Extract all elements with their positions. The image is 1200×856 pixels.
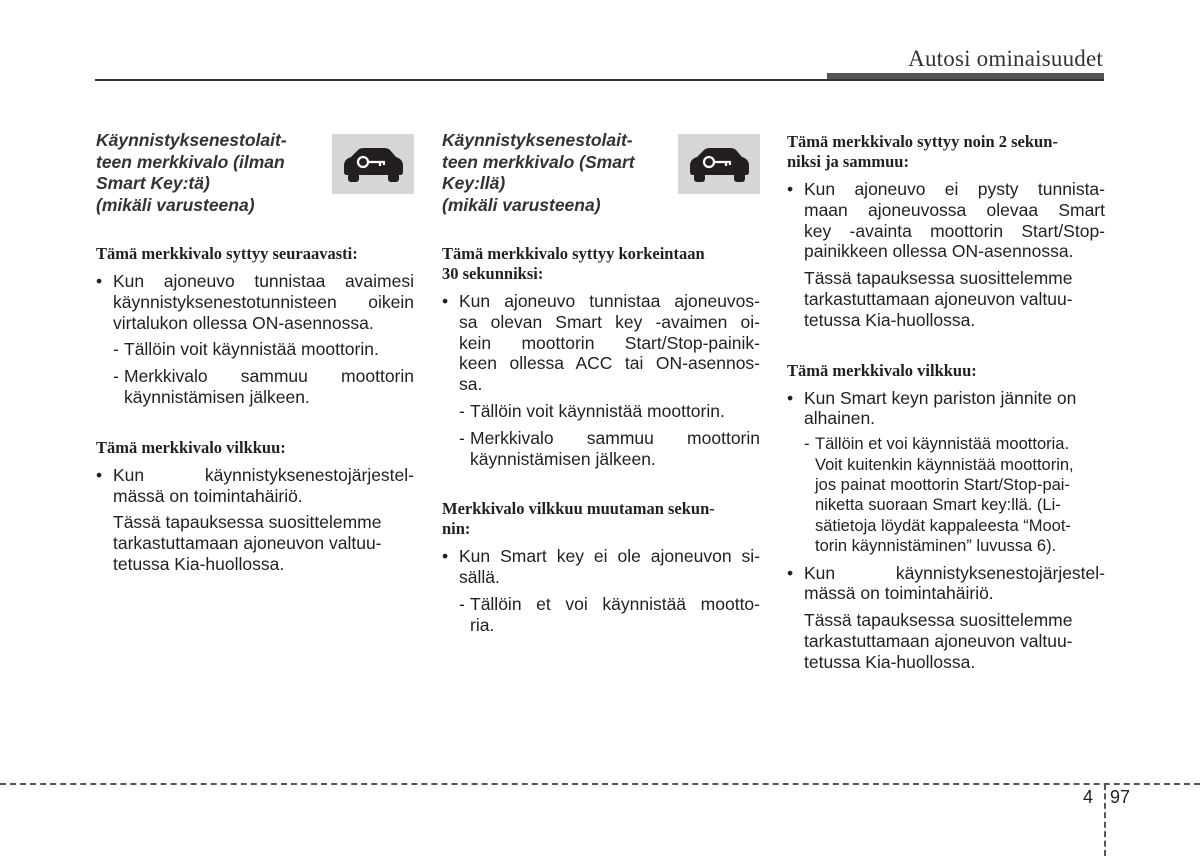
subheading-lights-up: Tämä merkkivalo syttyy seuraavasti: xyxy=(96,244,358,263)
section-title: Käynnistyksenestolait- teen merkkivalo (ilman Smart Key:tä) (mikäli varusteena) xyxy=(96,130,287,215)
subheading-blinks: Tämä merkkivalo vilkkuu: xyxy=(787,360,977,380)
bullet-item: • Kun Smart keyn pariston jännite on alhainen. xyxy=(787,388,1105,430)
bullet-item: • Kun käynnistyksenestojärjestel- mässä on toimintahäiriö. xyxy=(96,465,414,507)
column-continued xyxy=(787,128,1105,673)
bullet-item: • Kun Smart key ei ole ajoneuvon si- sällä. xyxy=(442,546,760,588)
paragraph: Tässä tapauksessa suosittelemme tarkastuttamaan ajoneuvon valtuu- tetussa Kia-huollossa. xyxy=(804,268,1073,330)
car-key-icon xyxy=(332,134,414,194)
bullet-item: • Kun käynnistyksenestojärjestel- mässä on toimintahäiriö. xyxy=(787,563,1105,605)
subheading-blinks: Tämä merkkivalo vilkkuu: xyxy=(96,437,286,457)
subheading-lights-up: Tämä merkkivalo syttyy korkeintaan 30 sekunniksi: xyxy=(442,244,705,283)
dash-item: - Tällöin et voi käynnistää moottoria. Voit kuitenkin käynnistää moottorin, jos painat moottorin Start/Stop-pai- niketta suoraan Smart key:llä. (Li- sätietoja löydät kappaleesta “Moot- torin käynnistäminen” luvussa 6). xyxy=(787,434,1105,556)
paragraph: Tässä tapauksessa suosittelemme tarkastuttamaan ajoneuvon valtuu- tetussa Kia-huollossa. xyxy=(113,512,382,574)
dash-item: - Merkkivalo sammuu moottorin käynnistämisen jälkeen. xyxy=(96,366,414,408)
header-title: Autosi ominaisuudet xyxy=(908,46,1103,71)
chapter-number: 4 xyxy=(1083,787,1094,807)
subheading-lights-2-seconds: Tämä merkkivalo syttyy noin 2 sekun- niksi ja sammuu: xyxy=(787,132,1058,171)
dash-item: - Tällöin voit käynnistää moottorin. xyxy=(96,339,414,360)
header-rule xyxy=(95,79,1104,81)
bullet-item: • Kun ajoneuvo tunnistaa ajoneuvos- sa olevan Smart key -avaimen oi- kein moottorin Start/Stop-painik- keen ollessa ACC tai ON-asennos- sa. xyxy=(442,291,760,395)
bullet-item: • Kun ajoneuvo ei pysty tunnista- maan ajoneuvossa olevaa Smart key -avainta moottorin Start/Stop- painikkeen ollessa ON-asennossa. xyxy=(787,179,1105,262)
column-immobilizer-smart-key xyxy=(442,128,760,636)
paragraph: Tässä tapauksessa suosittelemme tarkastuttamaan ajoneuvon valtuu- tetussa Kia-huollossa. xyxy=(804,610,1073,672)
dash-item: - Merkkivalo sammuu moottorin käynnistämisen jälkeen. xyxy=(442,428,760,470)
car-key-icon xyxy=(678,134,760,194)
page-number: 97 xyxy=(1110,787,1131,807)
footer-divider xyxy=(1104,784,1106,856)
bullet-item: • Kun ajoneuvo tunnistaa avaimesi käynnistyksenestotunnisteen oikein virtalukon ollessa ON-asennossa. xyxy=(96,271,414,333)
subheading-blinks-seconds: Merkkivalo vilkkuu muutaman sekun- nin: xyxy=(442,499,715,539)
dash-item: - Tällöin voit käynnistää moottorin. xyxy=(442,401,760,422)
section-title: Käynnistyksenestolait- teen merkkivalo (Smart Key:llä) (mikäli varusteena) xyxy=(442,130,635,215)
column-immobilizer-no-smart-key xyxy=(96,128,414,575)
dash-item: - Tällöin et voi käynnistää mootto- ria. xyxy=(442,594,760,636)
footer-rule xyxy=(0,783,1200,785)
